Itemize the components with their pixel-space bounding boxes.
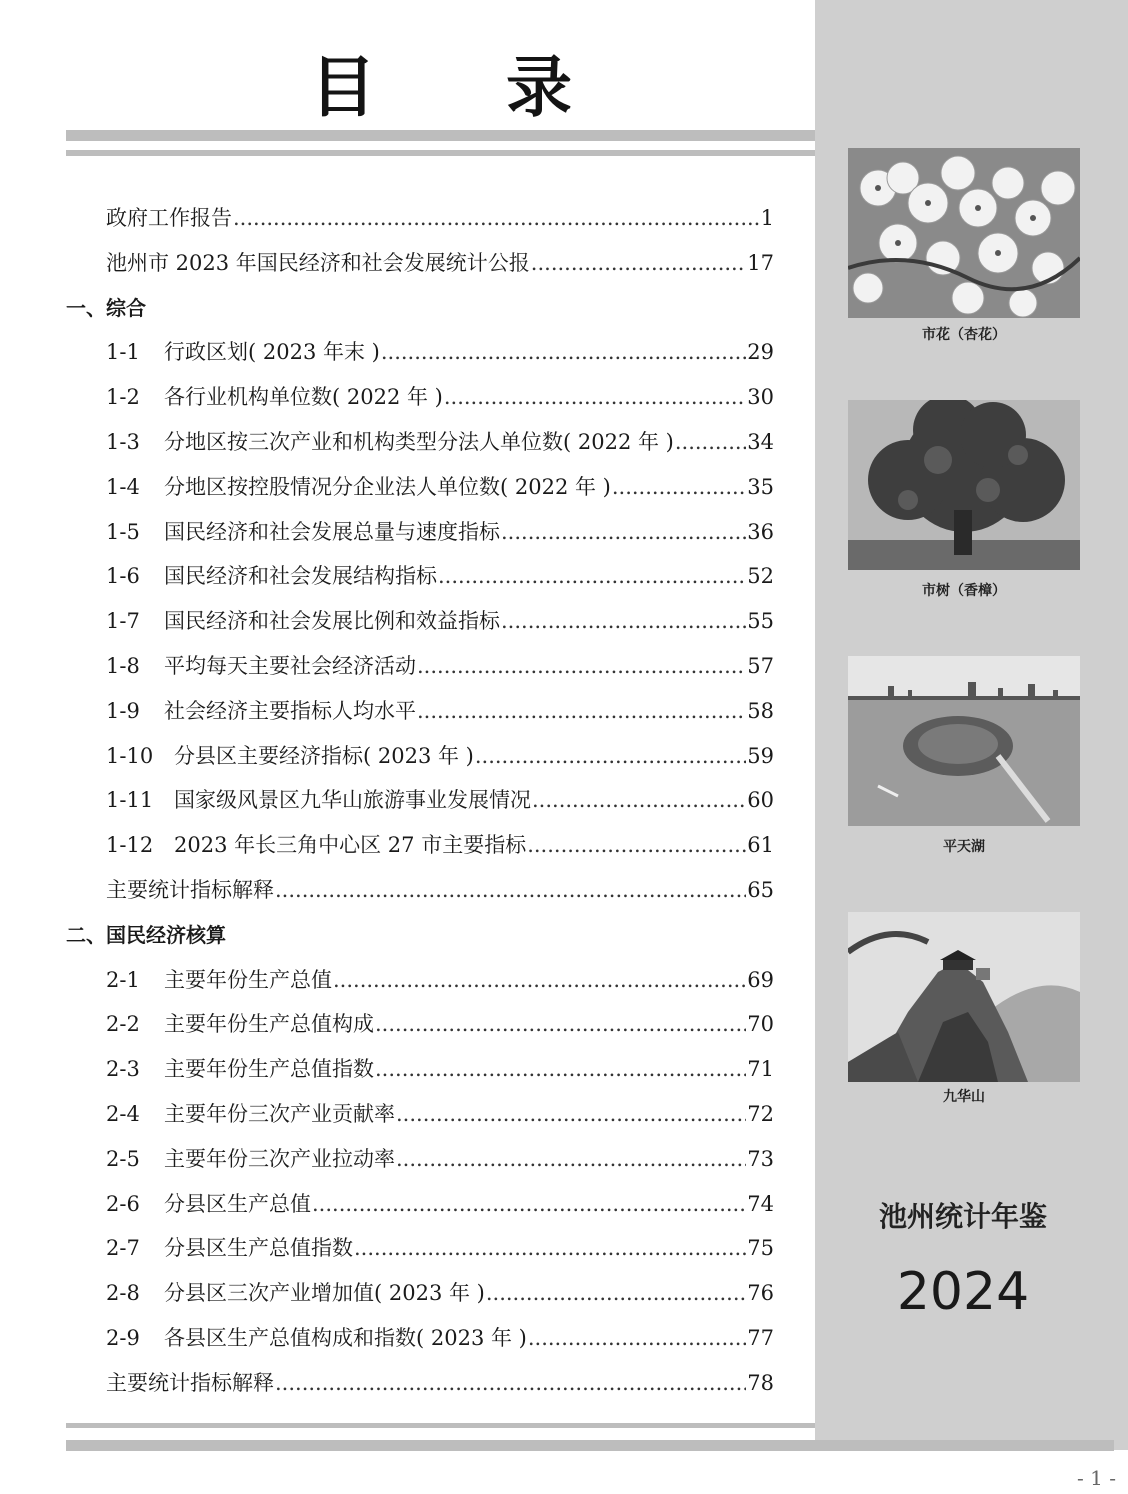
toc-entry-label: 主要年份三次产业贡献率 [164,1102,395,1126]
toc-entry[interactable] [106,198,774,238]
toc-entry-page: 70 [747,1012,774,1037]
toc-entry-page: 58 [747,698,774,723]
toc-entry[interactable] [106,691,774,731]
camphor-tree-icon [848,400,1080,570]
photo-caption-2: 市树（香樟） [922,583,1006,599]
toc-leader-dots [501,512,746,552]
toc-entry-number: 1-8 [106,654,140,678]
toc-section-heading[interactable] [66,915,774,955]
toc-entry-number: 1-9 [106,698,140,723]
toc-entry-label: 政府工作报告 [106,206,232,230]
toc-entry-number: 1-3 [106,430,140,454]
apricot-blossom-photo [848,148,1080,318]
toc-entry-page: 74 [747,1191,774,1216]
toc-entry-label: 分县区生产总值指数 [164,1236,353,1261]
toc-entry-label: 主要统计指标解释 [106,878,274,902]
toc-entry-label: 分县区生产总值 [164,1191,311,1216]
toc-entry[interactable] [106,646,774,686]
toc-entry-number: 2-1 [106,967,140,992]
toc-section-label: 一、综合 [66,295,146,320]
toc-entry[interactable] [106,556,774,596]
toc-entry-page: 77 [747,1326,774,1350]
photo-caption-1: 市花（杏花） [922,327,1006,343]
toc-entry-label: 国民经济和社会发展比例和效益指标 [164,609,500,634]
toc-entry-page: 59 [747,743,774,768]
toc-entry-page: 29 [747,340,774,365]
toc-entry-label: 国民经济和社会发展总量与速度指标 [164,519,500,544]
toc-leader-dots [354,1228,746,1268]
toc-entry-number: 1-12 [106,833,154,858]
toc-entry[interactable] [106,960,774,1000]
toc-leader-dots [438,556,746,596]
toc-leader-dots [417,691,746,731]
toc-entry[interactable] [106,512,774,552]
toc-entry-label: 2023 年长三角中心区 27 市主要指标 [174,833,527,858]
toc-entry[interactable] [106,467,774,507]
toc-entry-number: 2-8 [106,1281,140,1306]
toc-entry-label: 主要年份生产总值 [164,967,332,992]
toc-entry-page: 65 [747,878,774,902]
toc-leader-dots [612,467,746,507]
toc-entry-label: 平均每天主要社会经济活动 [164,654,416,678]
toc-entry-label: 主要统计指标解释 [106,1370,274,1395]
toc-entry-page: 78 [747,1370,774,1395]
title-char-2: 录 [506,49,572,126]
toc-entry[interactable] [106,1184,774,1224]
toc-leader-dots [531,243,746,283]
toc-entry-page: 76 [747,1281,774,1306]
toc-entry[interactable] [106,1363,774,1403]
camphor-tree-photo [848,400,1080,570]
toc-leader-dots [312,1184,746,1224]
toc-entry-number: 2-6 [106,1191,140,1216]
toc-entry-label: 分县区三次产业增加值( 2023 年 ) [164,1281,485,1306]
toc-entry-label: 池州市 2023 年国民经济和社会发展统计公报 [106,250,530,275]
toc-leader-dots [527,825,746,865]
bottom-rule-thin [66,1423,815,1428]
toc-entry-number: 2-7 [106,1236,140,1261]
toc-entry-number: 1-2 [106,385,140,410]
toc-entry[interactable] [106,377,774,417]
toc-leader-dots [375,1004,746,1044]
toc-leader-dots [675,422,746,462]
toc-leader-dots [233,198,760,238]
toc-leader-dots [486,1273,746,1313]
toc-entry-page: 57 [747,654,774,678]
toc-leader-dots [396,1139,746,1179]
toc-leader-dots [396,1094,746,1134]
toc-entry[interactable] [106,780,774,820]
toc-leader-dots [475,736,746,776]
toc-entry-page: 55 [747,609,774,634]
toc-entry[interactable] [106,332,774,372]
toc-entry-number: 2-2 [106,1012,140,1037]
toc-entry-label: 行政区划( 2023 年末 ) [164,340,380,365]
photo-caption-3: 平天湖 [943,839,985,855]
toc-entry[interactable] [106,1094,774,1134]
toc-section-label: 二、国民经济核算 [66,922,226,947]
toc-entry-number: 1-11 [106,788,154,813]
top-rule-thin [66,150,815,156]
toc-entry-page: 36 [747,519,774,544]
toc-entry-page: 34 [747,430,774,454]
toc-leader-dots [444,377,746,417]
apricot-blossom-icon [848,148,1080,318]
toc-entry-label: 各行业机构单位数( 2022 年 ) [164,385,443,410]
toc-entry-number: 1-6 [106,564,140,589]
toc-entry[interactable] [106,870,774,910]
toc-entry[interactable] [106,1273,774,1313]
jiuhua-mountain-icon [848,912,1080,1082]
toc-leader-dots [532,780,746,820]
page-number: - 1 - [1077,1466,1116,1490]
toc-entry[interactable] [106,422,774,462]
toc-entry[interactable] [106,1228,774,1268]
toc-entry-number: 1-10 [106,743,154,768]
toc-entry-page: 35 [747,474,774,499]
toc-entry-number: 1-1 [106,340,140,365]
toc-entry[interactable] [106,1004,774,1044]
toc-entry-page: 61 [747,833,774,858]
toc-entry-label: 主要年份生产总值指数 [164,1057,374,1082]
toc-entry-label: 各县区生产总值构成和指数( 2023 年 ) [164,1326,527,1350]
toc-entry-label: 社会经济主要指标人均水平 [164,698,416,723]
toc-entry-page: 71 [747,1057,774,1082]
toc-entry-label: 分地区按三次产业和机构类型分法人单位数( 2022 年 ) [164,430,674,454]
toc-leader-dots [528,1318,746,1358]
toc-leader-dots [417,646,746,686]
toc-entry-label: 国家级风景区九华山旅游事业发展情况 [174,788,531,813]
toc-entry-label: 国民经济和社会发展结构指标 [164,564,437,589]
toc-leader-dots [275,870,746,910]
yearbook-title: 池州统计年鉴 [878,1200,1047,1233]
title-char-1: 目 [310,49,376,126]
toc-entry-number: 1-4 [106,474,140,499]
pingtian-lake-photo [848,656,1080,826]
bottom-rule-thick [66,1440,1114,1451]
toc-entry-label: 主要年份三次产业拉动率 [164,1146,395,1171]
toc-entry[interactable] [106,1139,774,1179]
photo-caption-4: 九华山 [943,1089,985,1105]
toc-entry[interactable] [106,1049,774,1089]
toc-entry-page: 75 [747,1236,774,1261]
pingtian-lake-icon [848,656,1080,826]
toc-entry-page: 69 [747,967,774,992]
toc-entry-number: 1-7 [106,609,140,634]
toc-entry-page: 60 [747,788,774,813]
toc-entry-number: 2-4 [106,1102,140,1126]
toc-entry-number: 2-9 [106,1326,140,1350]
toc-entry-number: 2-5 [106,1146,140,1171]
toc-entry[interactable] [106,825,774,865]
toc-entry[interactable] [106,243,774,283]
toc-entry-number: 2-3 [106,1057,140,1082]
toc-entry-page: 17 [747,250,774,275]
toc-entry-page: 30 [747,385,774,410]
toc-leader-dots [333,960,746,1000]
toc-entry-label: 分地区按控股情况分企业法人单位数( 2022 年 ) [164,474,611,499]
toc-leader-dots [275,1363,746,1403]
toc-entry-number: 1-5 [106,519,140,544]
toc-entry-page: 73 [747,1146,774,1171]
toc-entry-page: 1 [760,206,774,230]
toc-leader-dots [381,332,746,372]
toc-leader-dots [501,601,746,641]
toc-entry-label: 主要年份生产总值构成 [164,1012,374,1037]
toc-leader-dots [375,1049,746,1089]
yearbook-year: 2024 [896,1262,1030,1322]
toc-entry-page: 72 [747,1102,774,1126]
toc-section-heading[interactable] [66,288,774,328]
toc-entry[interactable] [106,601,774,641]
page-title [66,30,816,126]
top-rule-thick [66,130,815,141]
toc-entry-page: 52 [747,564,774,589]
toc-entry-label: 分县区主要经济指标( 2023 年 ) [174,743,474,768]
toc-entry[interactable] [106,1318,774,1358]
toc-entry[interactable] [106,736,774,776]
jiuhua-mountain-photo [848,912,1080,1082]
